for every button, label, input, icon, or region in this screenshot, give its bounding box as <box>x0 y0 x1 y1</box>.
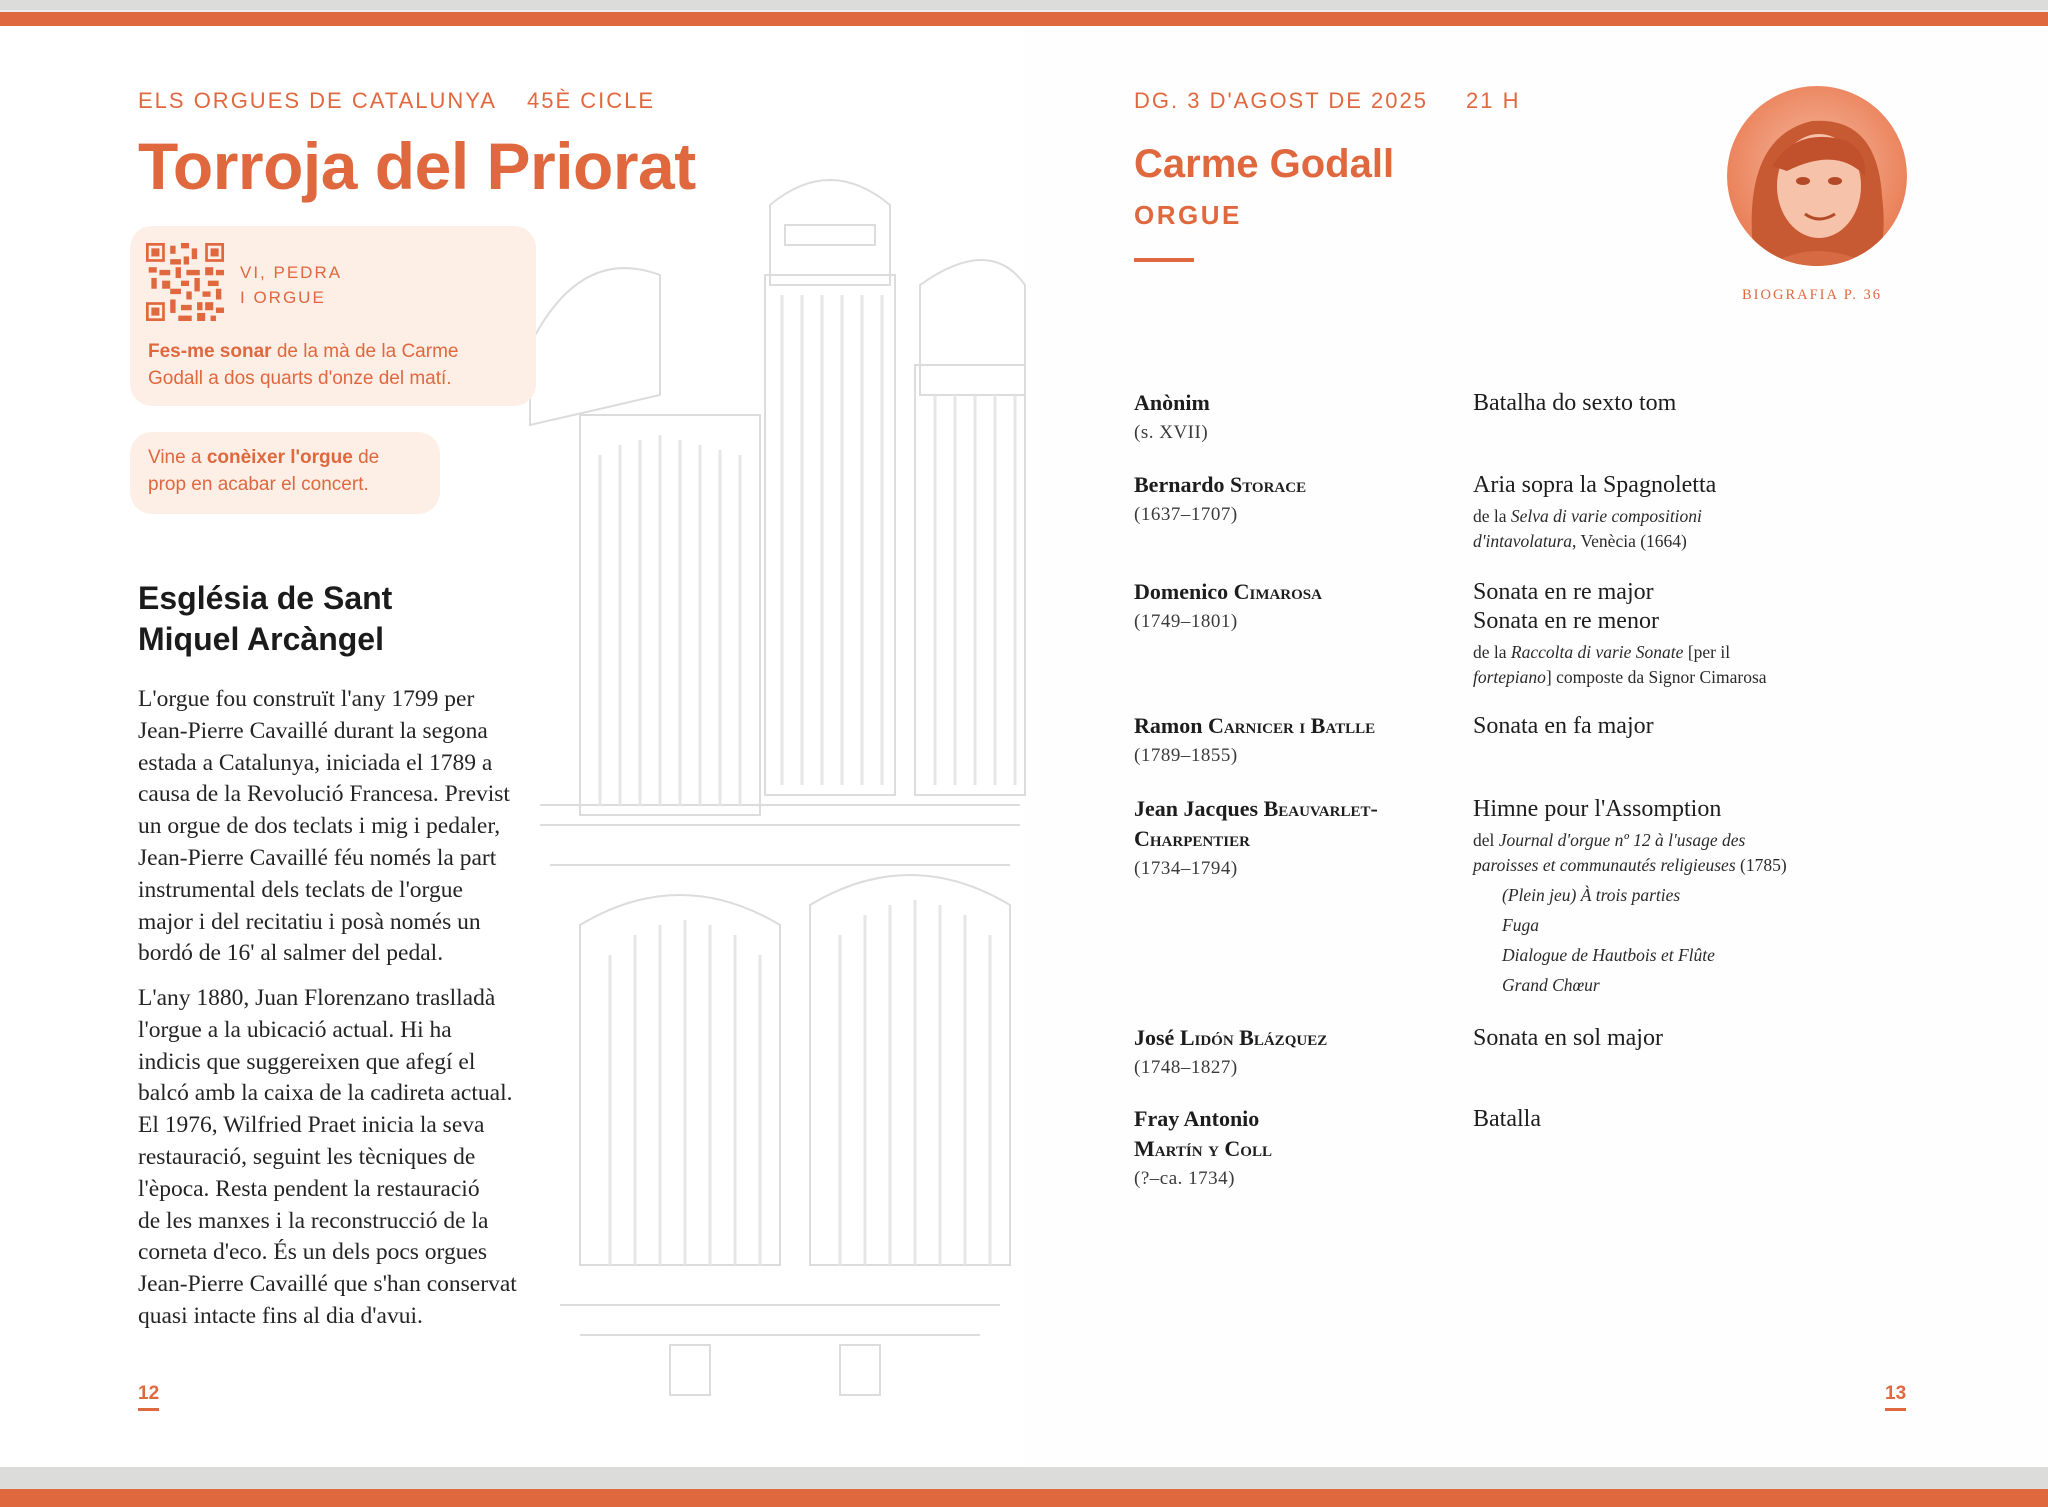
work-title: Sonata en fa major <box>1473 713 1654 739</box>
composer-years: (1734–1794) <box>1134 858 1238 879</box>
composer-first: Ramon <box>1134 713 1203 738</box>
composer-first: José <box>1134 1025 1175 1050</box>
church-title <box>138 578 498 660</box>
bottom-margin <box>0 1467 2048 1489</box>
pill-experience-highlight: Fes-me sonar <box>148 341 272 362</box>
work-source <box>1473 640 1913 690</box>
text-line: L'any 1880, Juan Florenzano traslladà <box>138 985 496 1011</box>
source-title: Journal d'orgue nº 12 à l'usage des <box>1498 830 1746 850</box>
church-title-line: Miquel Arcàngel <box>138 621 384 657</box>
composer-name <box>1134 388 1454 418</box>
top-accent-stripe <box>0 12 2048 26</box>
performer-photo <box>1727 86 1907 266</box>
source-title: d'intavolatura <box>1473 531 1573 551</box>
composer-name-cont <box>1134 824 1454 854</box>
composer-surname: Carnicer i Batlle <box>1207 713 1376 738</box>
text-line: instrumental dels teclats de l'orgue <box>138 876 463 903</box>
movement: Fuga <box>1502 915 1539 935</box>
text-line: estada a Catalunya, iniciada el 1789 a <box>138 749 493 776</box>
page-number-left: 12 <box>138 1383 159 1411</box>
pill-text-span: de la mà de la Carme <box>271 341 459 362</box>
work-title: Himne pour l'Assomption <box>1473 796 1722 822</box>
composer-name <box>1134 470 1454 500</box>
bottom-accent-stripe <box>0 1489 2048 1507</box>
composer-surname: Lidón Blázquez <box>1179 1025 1328 1050</box>
composer-name <box>1134 794 1454 824</box>
composer-years: (1748–1827) <box>1134 1057 1238 1078</box>
church-title-line: Església de Sant <box>138 580 393 616</box>
composer-years: (?–ca. 1734) <box>1134 1168 1235 1189</box>
page-number-right: 13 <box>1885 1383 1906 1411</box>
text-line: corneta d'eco. És un dels pocs orgues <box>138 1239 488 1266</box>
top-margin <box>0 0 2048 10</box>
text-line: restauració, seguint les tècniques de <box>138 1143 476 1170</box>
text-line: L'orgue fou construït l'any 1799 per <box>138 686 475 712</box>
history-paragraph-2 <box>138 983 633 1333</box>
pill-tag-line: VI, PEDRA <box>240 263 343 282</box>
composer-name <box>1134 577 1454 607</box>
movement-list <box>1502 880 1715 1000</box>
source-span: (1785) <box>1735 855 1787 875</box>
composer-surname: Beauvarlet- <box>1263 796 1378 821</box>
movement: Grand Chœur <box>1502 975 1600 995</box>
text-line: un orgue de dos teclats i mig i pedaler, <box>138 813 501 840</box>
composer-name <box>1134 711 1454 741</box>
qr-code-icon[interactable] <box>146 243 224 321</box>
composer-first: Domenico <box>1134 579 1229 604</box>
composer-first: Fray Antonio <box>1134 1106 1260 1131</box>
composer-first: Jean Jacques <box>1134 796 1259 821</box>
composer-years: (1749–1801) <box>1134 611 1238 632</box>
text-line: El 1976, Wilfried Praet inicia la seva <box>138 1112 485 1139</box>
pill-text-line: prop en acabar el concert. <box>148 474 369 495</box>
source-span: de la <box>1473 506 1511 526</box>
pill-tag <box>240 260 360 310</box>
history-paragraph-1 <box>138 684 633 970</box>
pill-text-span: Vine a <box>148 447 207 468</box>
text-line: indicis que suggereixen que afegí el <box>138 1048 476 1075</box>
composer-first: Anònim <box>1134 390 1210 415</box>
source-title: fortepiano <box>1473 667 1546 687</box>
accent-rule <box>1134 258 1194 262</box>
work-title: Sonata en re major <box>1473 579 1654 605</box>
pill-experience-text <box>148 338 528 392</box>
series-label: ELS ORGUES DE CATALUNYA <box>138 88 497 113</box>
text-line: causa de la Revolució Francesa. Previst <box>138 781 510 808</box>
text-line: balcó amb la caixa de la cadireta actual. <box>138 1080 513 1107</box>
performer-name: Carme Godall <box>1134 142 1395 186</box>
work-title: Aria sopra la Spagnoletta <box>1473 472 1717 498</box>
source-span: de la <box>1473 642 1511 662</box>
text-line: l'orgue a la ubicació actual. Hi ha <box>138 1016 452 1043</box>
movement: (Plein jeu) À trois parties <box>1502 885 1681 905</box>
text-line: bordó de 16' al salmer del pedal. <box>138 940 444 967</box>
page-title: Torroja del Priorat <box>138 129 696 203</box>
source-span: ] composte da Signor Cimarosa <box>1545 667 1767 687</box>
composer-name <box>1134 1104 1454 1134</box>
text-line: Jean-Pierre Cavaillé durant la segona <box>138 717 488 744</box>
pill-visit-highlight: conèixer l'orgue <box>206 447 353 468</box>
text-line: de les manxes i la reconstrucció de la <box>138 1207 489 1234</box>
composer-years: (1637–1707) <box>1134 504 1238 525</box>
text-line: Jean-Pierre Cavaillé que s'han conservat <box>138 1271 517 1298</box>
instrument-label: ORGUE <box>1134 200 1242 230</box>
work-title: Batalla <box>1473 1106 1541 1132</box>
composer-first: Bernardo <box>1134 472 1225 497</box>
text-line: quasi intacte fins al dia d'avui. <box>138 1302 423 1329</box>
pill-tag-line: I ORGUE <box>240 288 326 307</box>
source-title: Raccolta di varie Sonate <box>1510 642 1684 662</box>
composer-years: (s. XVII) <box>1134 422 1209 443</box>
source-title: Selva di varie compositioni <box>1510 506 1702 526</box>
pill-text-span: de <box>352 447 380 468</box>
composer-name-cont <box>1134 1134 1454 1164</box>
source-span: [per il <box>1683 642 1731 662</box>
pill-visit-text <box>148 444 448 498</box>
movement: Dialogue de Hautbois et Flûte <box>1502 945 1715 965</box>
source-span: del <box>1473 830 1499 850</box>
composer-surname: Storace <box>1229 472 1307 497</box>
source-title: paroisses et communautés religieuses <box>1473 855 1736 875</box>
work-source <box>1473 828 1913 878</box>
cycle-label: 45È CICLE <box>527 88 656 113</box>
work-title: Sonata en re menor <box>1473 608 1659 634</box>
concert-date: DG. 3 D'AGOST DE 2025 <box>1134 88 1429 113</box>
text-line: major i del recitatiu i posà només un <box>138 908 481 935</box>
composer-years: (1789–1855) <box>1134 745 1238 766</box>
composer-surname: Charpentier <box>1134 826 1250 851</box>
pill-text-line: Godall a dos quarts d'onze del matí. <box>148 368 452 389</box>
composer-surname: Martín y Coll <box>1134 1136 1272 1161</box>
work-title: Batalha do sexto tom <box>1473 390 1677 416</box>
composer-surname: Cimarosa <box>1233 579 1322 604</box>
composer-name <box>1134 1023 1454 1053</box>
source-span: , Venècia (1664) <box>1572 531 1687 551</box>
work-source <box>1473 504 1913 554</box>
text-line: Jean-Pierre Cavaillé féu només la part <box>138 844 497 871</box>
concert-time: 21 H <box>1466 88 1521 113</box>
biography-link[interactable]: BIOGRAFIA P. 36 <box>1742 287 1882 303</box>
work-title: Sonata en sol major <box>1473 1025 1663 1051</box>
text-line: l'època. Resta pendent la restauració <box>138 1175 480 1202</box>
